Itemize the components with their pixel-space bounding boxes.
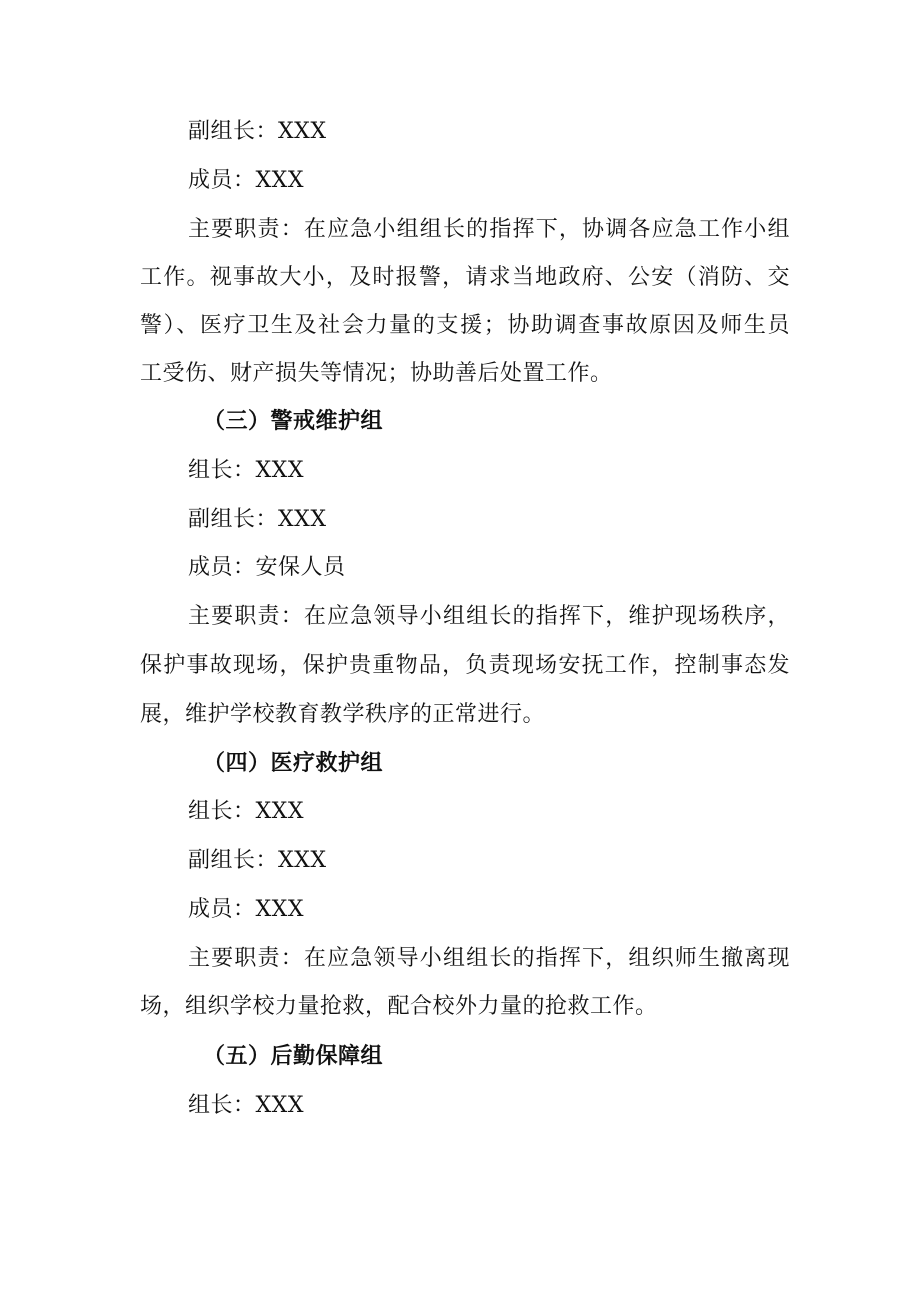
duties-paragraph-line: 主要职责：在应急领导小组组长的指挥下，维护现场秩序， — [188, 604, 790, 629]
section-heading: （三）警戒维护组 — [203, 409, 384, 434]
members-line: 成员：安保人员 — [188, 555, 346, 580]
members-line: 成员：XXX — [188, 168, 304, 193]
deputy-leader-line: 副组长：XXX — [188, 119, 327, 144]
deputy-leader-line: 副组长：XXX — [188, 507, 327, 532]
duties-paragraph-line: 警）、医疗卫生及社会力量的支援；协助调查事故原因及师生员 — [140, 313, 790, 338]
duties-paragraph-line: 主要职责：在应急领导小组组长的指挥下，组织师生撤离现 — [188, 946, 790, 971]
duties-paragraph-line: 工作。视事故大小，及时报警，请求当地政府、公安（消防、交 — [140, 265, 790, 290]
duties-paragraph-line: 主要职责：在应急小组组长的指挥下，协调各应急工作小组 — [188, 217, 790, 242]
leader-line: 组长：XXX — [188, 458, 304, 483]
leader-line: 组长：XXX — [188, 1093, 304, 1118]
duties-paragraph-line: 场，组织学校力量抢救，配合校外力量的抢救工作。 — [140, 994, 658, 1019]
leader-line: 组长：XXX — [188, 799, 304, 824]
duties-paragraph-line: 工受伤、财产损失等情况；协助善后处置工作。 — [140, 361, 613, 386]
deputy-leader-line: 副组长：XXX — [188, 848, 327, 873]
members-line: 成员：XXX — [188, 897, 304, 922]
section-heading: （四）医疗救护组 — [203, 751, 384, 776]
duties-paragraph-line: 展，维护学校教育教学秩序的正常进行。 — [140, 702, 546, 727]
section-heading: （五）后勤保障组 — [203, 1044, 384, 1069]
duties-paragraph-line: 保护事故现场，保护贵重物品，负责现场安抚工作，控制事态发 — [140, 653, 790, 678]
